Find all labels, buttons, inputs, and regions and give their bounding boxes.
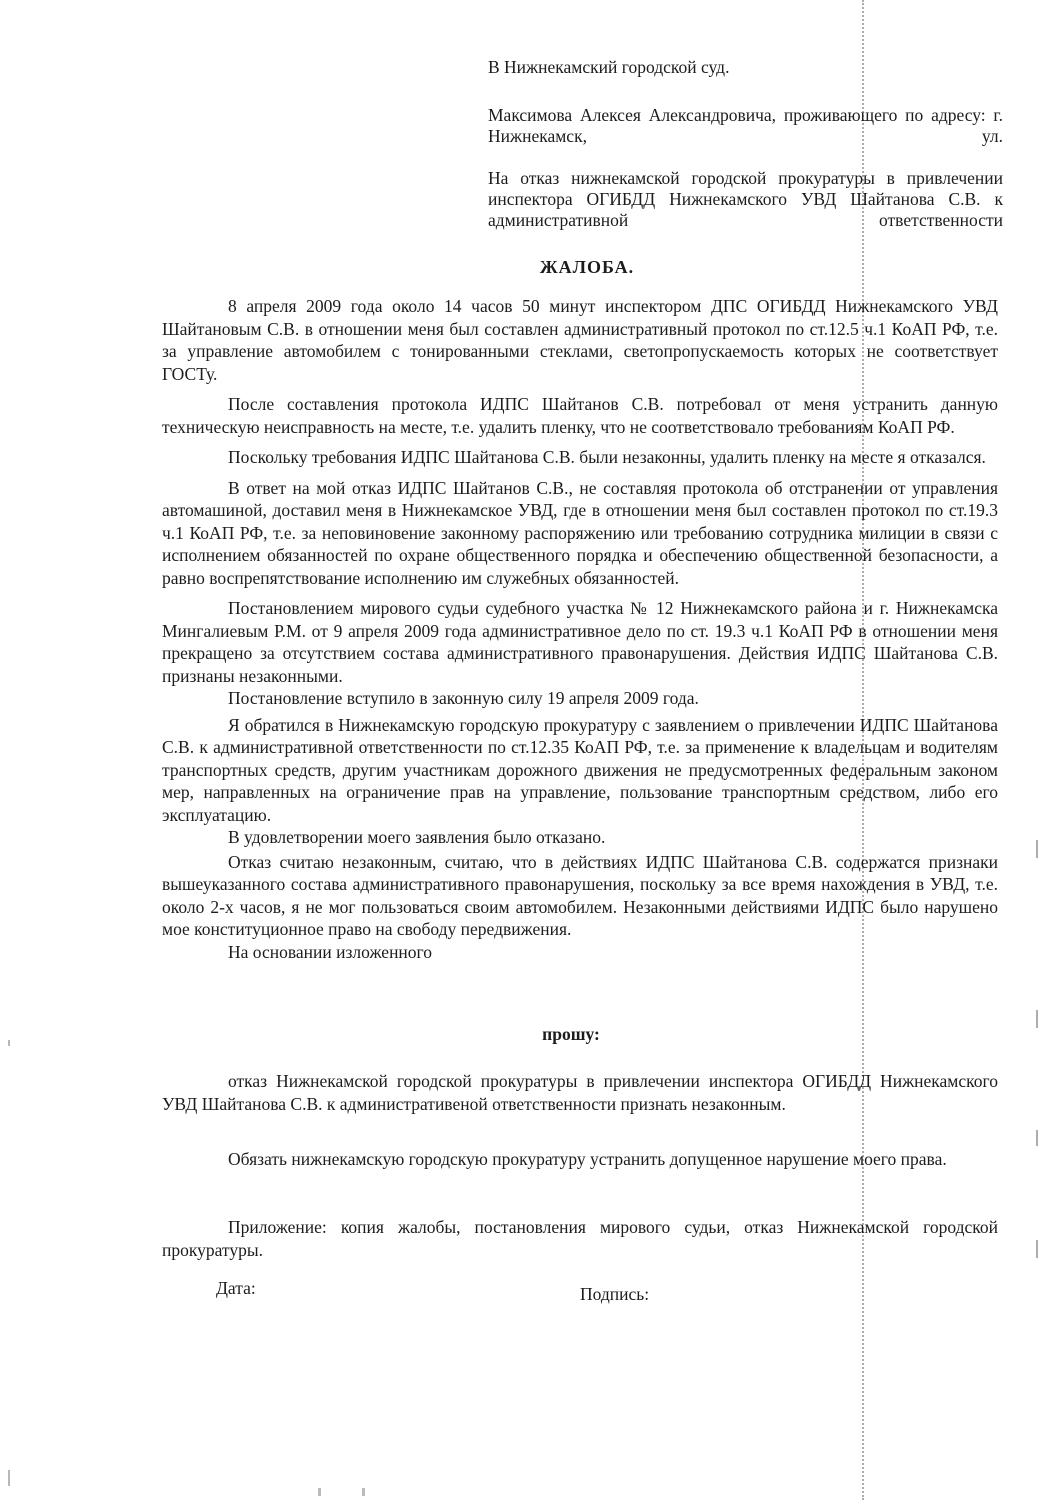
request-oblige-prosecutor: Обязать нижнекамскую городскую прокуратуру устранить допущенное нарушение моего права. [228,1149,947,1169]
date-label: Дата: [216,1278,256,1298]
request-declare-unlawful: отказ Нижнекамской городской прокуратуры в привлечении инспектора ОГИБДД Нижнекамского УВД Шайтанова С.В. к административеной ответственности признать незаконным. [162,1071,998,1114]
paragraph-argument: Отказ считаю незаконным, считаю, что в действиях ИДПС Шайтанова С.В. содержатся признаки вышеуказанного состава административного правонарушения, поскольку за все время нахождения в УВД, т.е. около 2-х часов, я не мог пользоваться своим автомобилем. Незаконными действиями ИДПС было нарушено мое конституционное право на свободу передвижения. [162,851,998,939]
paragraph-incident: 8 апреля 2009 года около 14 часов 50 минут инспектором ДПС ОГИБДД Нижнекамского УВД Шайтановым С.В. в отношении меня был составлен административный протокол по ст.12.5 ч.1 КоАП РФ, т.е. за управление автомобилем с тонированными стеклами, светопропускаемость которых не соответствует ГОСТу. [162,296,998,384]
paragraph-refusal: Поскольку требования ИДПС Шайтанова С.В. были незаконны, удалить пленку на месте я отказался. [228,447,986,467]
document-title-wrap [0,257,1042,278]
paragraph-court-ruling: Постановлением мирового судьи судебного участка № 12 Нижнекамского района и г. Нижнекамска Мингалиевым Р.М. от 9 апреля 2009 года административное дело по ст. 19.3 ч.1 КоАП РФ в отношении меня прекращено за отсутствием состава административного правонарушения. Действия ИДПС Шайтанова С.В. признаны незаконными. [162,598,998,686]
request-2-wrap [162,1148,998,1171]
paragraph-denied: В удовлетворении моего заявления было отказано. [228,827,606,847]
document-title: ЖАЛОБА. [539,257,635,277]
scan-speck [1036,1240,1038,1258]
attachments-list: Приложение: копия жалобы, постановления мирового судьи, отказ Нижнекамской городской прокуратуры. [162,1217,998,1260]
paragraph-prosecutor-appeal: Я обратился в Нижнекамскую городскую прокуратуру с заявлением о привлечении ИДПС Шайтанова С.В. к административной ответственности по ст.12.35 КоАП РФ, т.е. за применение к владельцам и водителям транспортных средств, другим участникам дорожного движения не предусмотренных федеральным законом мер, направленных на ограничение прав на управление, пользование транспортным средством, либо его эксплуатацию. [162,714,998,825]
scan-speck [1036,1130,1038,1146]
attachments-wrap [162,1216,998,1261]
applicant-info: Максимова Алексея Александровича, проживающего по адресу: г. Нижнекамск, ул. [488,105,1003,146]
paragraph-basis: На основании изложенного [228,941,433,962]
scan-speck [8,1470,10,1486]
request-heading: прошу: [542,1024,600,1044]
complaint-body [162,295,998,963]
scan-speck [318,1488,321,1496]
request-heading-wrap [0,1024,1042,1045]
paragraph-detention: В ответ на мой отказ ИДПС Шайтанов С.В., не составляя протокола об отстранении от управления автомашиной, доставил меня в Нижнекамское УВД, где в отношении меня был составлен протокол по ст.19.3 ч.1 КоАП РФ, т.е. за неповиновение законному распоряжению или требованию сотрудника милиции в связи с исполнением обязанностей по охране общественного порядка и обеспечению общественной безопасности, а равно воспрепятствование исполнению им служебных обязанностей. [162,477,998,588]
scan-speck [1036,840,1038,858]
signature-label: Подпись: [580,1284,650,1304]
addressee-court: В Нижнекамский городской суд. [488,57,730,77]
request-1-wrap [162,1070,998,1115]
paragraph-effective-date: Постановление вступило в законную силу 19 апреля 2009 года. [228,688,699,708]
complaint-subject: На отказ нижнекамской городской прокуратуры в привлечении инспектора ОГИБДД Нижнекамского УВД Шайтанова С.В. к административной ответственности [488,168,1003,230]
scan-speck [362,1488,365,1496]
paragraph-demand: После составления протокола ИДПС Шайтанов С.В. потребовал от меня устранить данную техническую неисправность на месте, т.е. удалить пленку, что не соответствовало требованиям КоАП РФ. [162,394,998,437]
